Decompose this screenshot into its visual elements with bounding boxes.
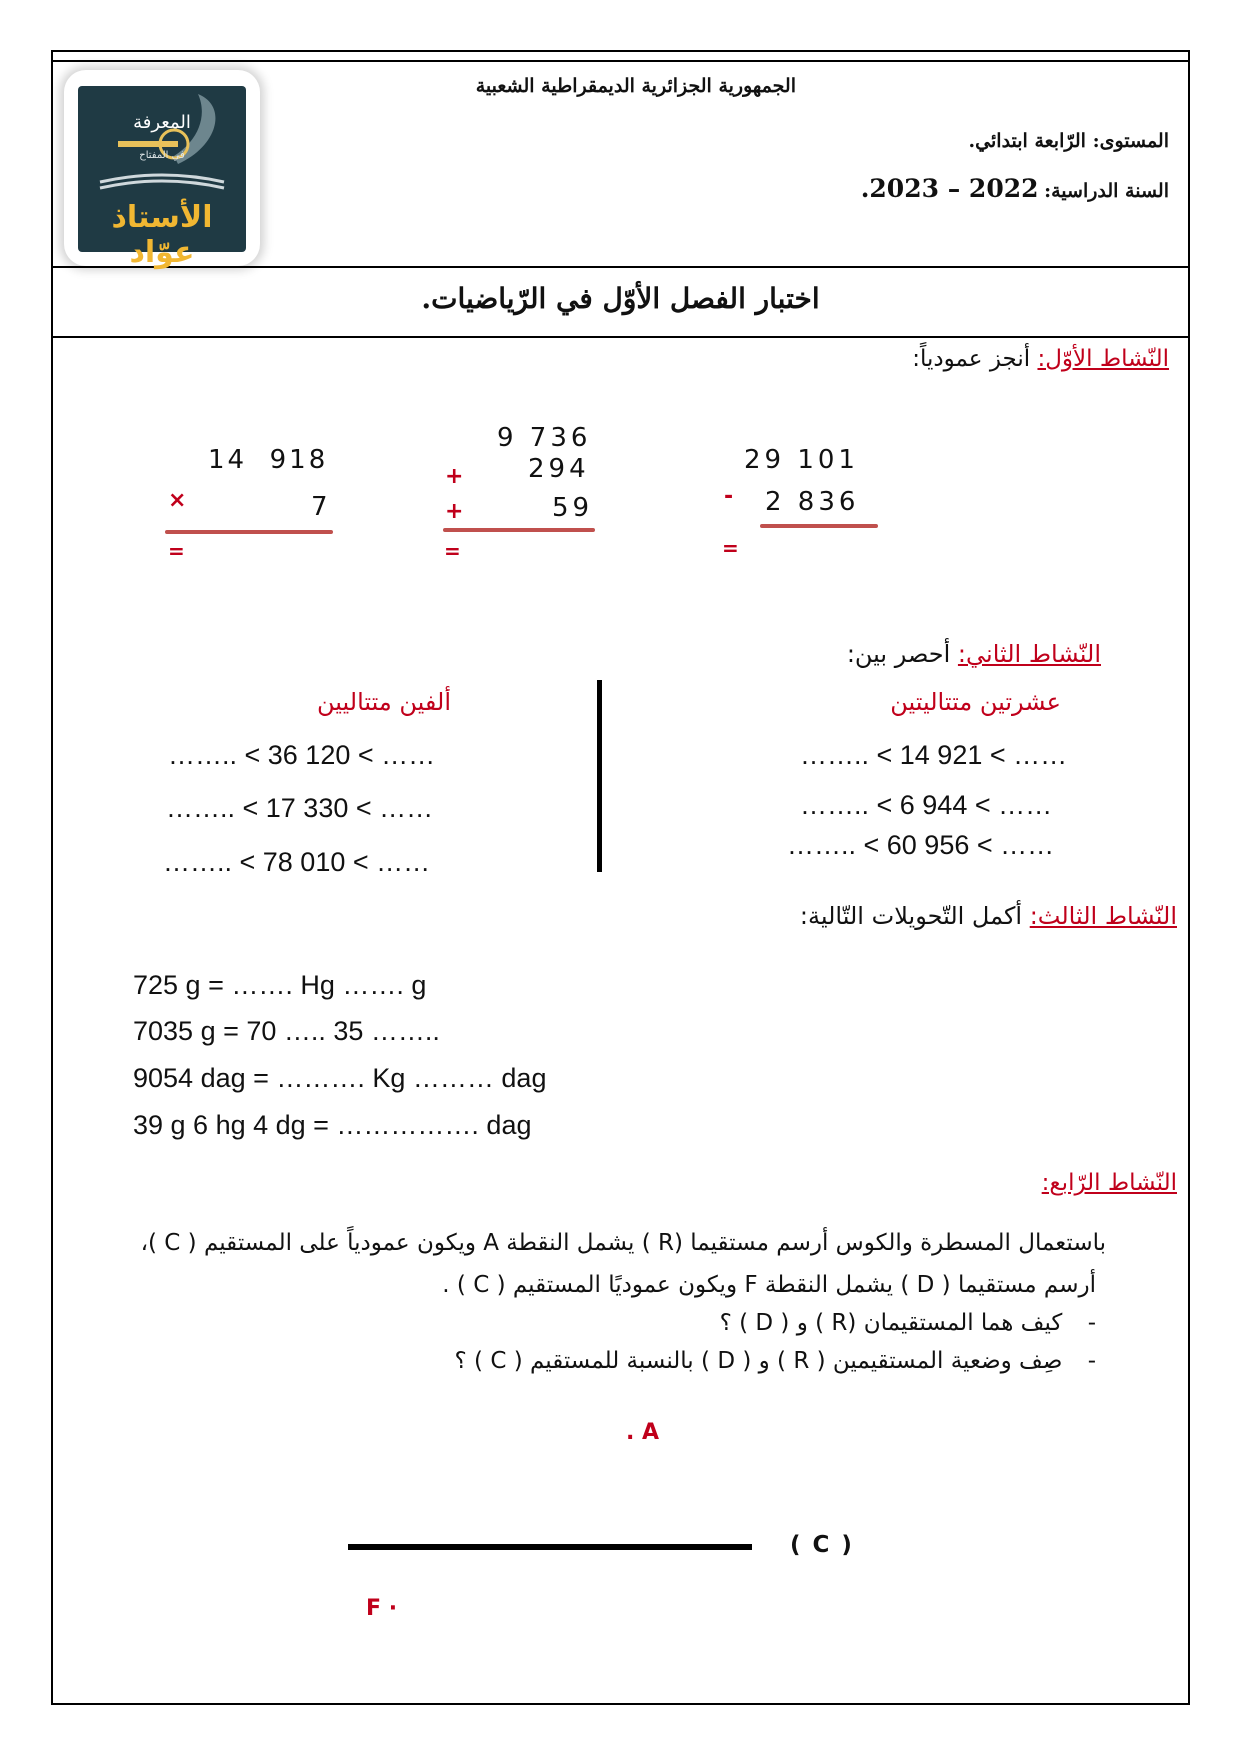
activity1-label: النّشاط الأوّل: xyxy=(1037,346,1169,372)
line-c xyxy=(348,1544,752,1550)
activity4-paragraph-1: باستعمال المسطرة والكوس أرسم مستقيما (R ) يشمل النقطة A ويكون عمودياً على المستقيم ( C )، xyxy=(140,1230,1106,1256)
question-1-text: كيف هما المستقيمان (R ) و ( D ) ؟ xyxy=(719,1310,1063,1336)
sub-equals: = xyxy=(722,536,739,560)
logo-bottom-text: الأستاذ عوّاد xyxy=(111,200,213,270)
mul-underline xyxy=(165,530,333,534)
mul-equals: = xyxy=(168,539,185,563)
point-a: . A xyxy=(626,1420,660,1445)
logo-small-text: في المفتاح xyxy=(139,150,185,161)
logo-top-text: المعرفة xyxy=(133,112,191,133)
add-underline xyxy=(443,528,595,532)
add-row1: 9 736 xyxy=(497,423,592,453)
title-divider xyxy=(51,336,1190,338)
logo xyxy=(64,70,260,270)
conversion-line-3: 9054 dag = ………. Kg ……… dag xyxy=(133,1063,547,1093)
sub-top: 29 101 xyxy=(744,445,859,475)
line-c-label: ( C ) xyxy=(790,1532,854,1558)
activity4-question-1 xyxy=(720,1310,1096,1336)
range-right-3: …….. < 60 956 < …… xyxy=(787,830,1055,860)
sub-bottom: 2 836 xyxy=(765,487,860,517)
level-label: المستوى: xyxy=(1092,130,1169,152)
activity1-heading xyxy=(912,346,1169,372)
level-value: الرّابعة ابتدائي. xyxy=(968,130,1086,152)
feather-key-book-logo-icon xyxy=(78,86,246,270)
question-1-dash: - xyxy=(1087,1310,1096,1336)
column-divider xyxy=(597,680,602,872)
year-line xyxy=(861,174,1169,203)
activity4-question-2 xyxy=(455,1348,1096,1374)
activity2-right-heading: عشرتين متتاليتين xyxy=(890,688,1061,716)
conversion-line-2: 7035 g = 70 ….. 35 …….. xyxy=(133,1016,440,1046)
range-left-3: …….. < 78 010 < …… xyxy=(163,847,431,877)
sub-underline xyxy=(760,524,878,528)
mul-operator: × xyxy=(168,488,187,513)
republic-title: الجمهورية الجزائرية الديمقراطية الشعبية xyxy=(475,75,796,97)
add-row3: 59 xyxy=(552,493,594,523)
range-left-1: …….. < 36 120 < …… xyxy=(168,740,436,770)
activity2-label: النّشاط الثاني: xyxy=(957,640,1101,668)
point-f: F · xyxy=(366,1596,398,1621)
conversion-line-1: 725 g = ……. Hg ……. g xyxy=(133,970,427,1000)
question-2-dash: - xyxy=(1087,1348,1096,1374)
activity1-instruction: أنجز عمودياً: xyxy=(912,346,1031,372)
level-line xyxy=(969,130,1169,152)
page-title: اختبار الفصل الأوّل في الرّياضيات. xyxy=(421,282,820,315)
mul-bottom: 7 xyxy=(311,492,332,522)
add-row2: 294 xyxy=(528,454,590,484)
activity4-paragraph-2: أرسم مستقيما ( D ) يشمل النقطة F ويكون عموديًا المستقيم ( C ) . xyxy=(442,1272,1096,1298)
activity3-heading xyxy=(800,902,1177,930)
year-value: 2022 – 2023. xyxy=(860,174,1039,203)
range-right-1: …….. < 14 921 < …… xyxy=(800,740,1068,770)
question-2-text: صِف وضعية المستقيمين ( R ) و ( D ) بالنسبة للمستقيم ( C ) ؟ xyxy=(454,1348,1063,1374)
range-right-2: …….. < 6 944 < …… xyxy=(800,790,1053,820)
activity2-instruction: أحصر بين: xyxy=(846,640,951,668)
add-operator-2: + xyxy=(445,499,464,524)
activity2-heading xyxy=(847,640,1101,668)
frame-double-line xyxy=(51,60,1190,62)
activity3-instruction: أكمل التّحويلات التّالية: xyxy=(799,902,1023,930)
sub-operator: - xyxy=(724,484,734,509)
add-operator-1: + xyxy=(445,464,464,489)
activity4-label: النّشاط الرّابع: xyxy=(1041,1170,1177,1196)
add-equals: = xyxy=(444,539,461,563)
year-label: السنة الدراسية: xyxy=(1044,180,1169,202)
range-left-2: …….. < 17 330 < …… xyxy=(166,793,434,823)
activity3-label: النّشاط الثالث: xyxy=(1029,902,1177,930)
activity2-left-heading: ألفين متتاليين xyxy=(317,688,451,716)
mul-top: 14 918 xyxy=(208,445,329,475)
conversion-line-4: 39 g 6 hg 4 dg = ……………. dag xyxy=(133,1110,532,1140)
